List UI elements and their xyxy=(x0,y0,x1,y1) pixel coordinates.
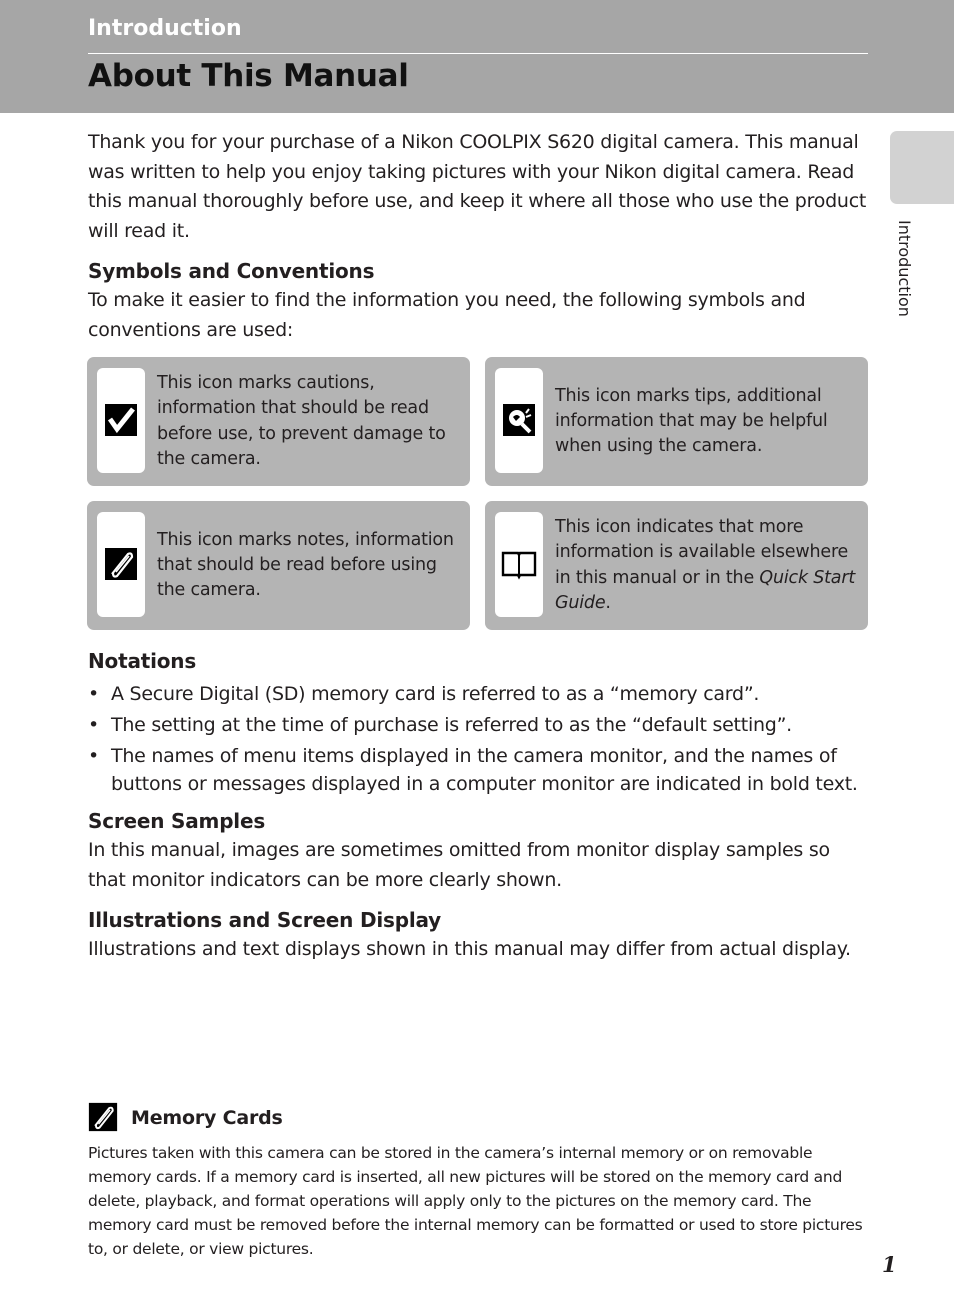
bullet: • xyxy=(88,745,99,767)
quick-start-guide-ref: Quick Start Guide xyxy=(555,567,855,613)
side-thumb-tab xyxy=(890,131,954,204)
symbol-box-text: This icon indicates that more information is available elsewhere in this manual or in the Quick Start Guide. xyxy=(555,516,855,613)
screen-samples-text: In this manual, images are sometimes omitted from monitor display samples so that monitor indicators can be more clearly shown. xyxy=(88,839,830,891)
page-title: About This Manual xyxy=(88,58,409,94)
icon-tile xyxy=(495,512,543,617)
memory-cards-title: Memory Cards xyxy=(131,1107,283,1129)
icon-tile xyxy=(97,512,145,617)
note-pencil-icon xyxy=(104,547,138,581)
header-divider xyxy=(88,53,868,54)
section-label: Introduction xyxy=(88,16,242,41)
book-icon xyxy=(500,547,538,581)
symbol-box-text: This icon marks notes, information that should be read before using the camera. xyxy=(157,529,454,601)
header-band xyxy=(0,0,954,113)
intro-paragraph: Thank you for your purchase of a Nikon COOLPIX S620 digital camera. This manual was written to help you enjoy taking pictures with your Nikon digital camera. Read this manual thoroughly before use, and keep it where all those who use the product will read it. xyxy=(88,131,867,242)
symbol-box-tips xyxy=(485,357,868,486)
bullet: • xyxy=(88,683,99,705)
page-number: 1 xyxy=(882,1252,897,1277)
list-item: • The setting at the time of purchase is referred to as the “default setting”. xyxy=(88,711,878,739)
symbol-box-text: This icon marks tips, additional information that may be helpful when using the camera. xyxy=(555,385,828,457)
symbol-box-reference xyxy=(485,501,868,630)
icon-tile xyxy=(97,368,145,473)
list-item: • The names of menu items displayed in the camera monitor, and the names of buttons or messages displayed in a computer monitor are indicated in bold text. xyxy=(88,742,878,798)
icon-tile xyxy=(495,368,543,473)
tips-icon xyxy=(502,403,536,437)
notations-list xyxy=(88,680,878,801)
symbol-box-text: This icon marks cautions, information that should be read before use, to prevent damage to the camera. xyxy=(157,372,446,469)
illustrations-heading: Illustrations and Screen Display xyxy=(88,908,441,932)
symbols-text: To make it easier to find the information you need, the following symbols and conventions are used: xyxy=(88,289,806,341)
notations-heading: Notations xyxy=(88,649,197,673)
memory-cards-text: Pictures taken with this camera can be stored in the camera’s internal memory or on removable memory cards. If a memory card is inserted, all new pictures will be stored on the memory card and delete, playback, and format operations will apply only to the pictures on the memory card. The memory card must be removed before the internal memory can be formatted or used to store pictures to, or delete, or view pictures. xyxy=(88,1144,863,1258)
caution-check-icon xyxy=(104,403,138,437)
screen-samples-heading: Screen Samples xyxy=(88,809,266,833)
symbol-box-note xyxy=(87,501,470,630)
illustrations-text: Illustrations and text displays shown in this manual may differ from actual display. xyxy=(88,938,851,960)
note-pencil-icon xyxy=(88,1102,118,1132)
side-tab-label: Introduction xyxy=(895,220,914,317)
symbols-heading: Symbols and Conventions xyxy=(88,259,375,283)
symbol-box-caution xyxy=(87,357,470,486)
bullet: • xyxy=(88,714,99,736)
list-item: • A Secure Digital (SD) memory card is referred to as a “memory card”. xyxy=(88,680,878,708)
